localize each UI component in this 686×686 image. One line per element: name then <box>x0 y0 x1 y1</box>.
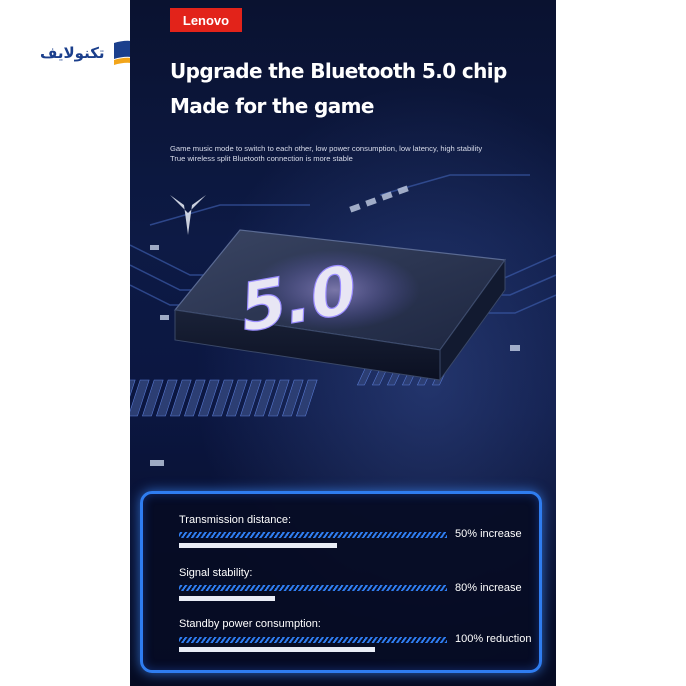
description-line-1: Game music mode to switch to each other, low power consumption, low latency, high stability <box>170 144 483 153</box>
stat-bar-new <box>179 532 447 538</box>
circuit-board-illustration <box>130 165 556 495</box>
stat-bar-new <box>179 637 447 643</box>
stat-bar-old <box>179 596 275 601</box>
headline-line-2: Made for the game <box>170 94 374 118</box>
stat-label: Standby power consumption: <box>179 618 321 630</box>
chip-label: 5.0 <box>239 249 358 349</box>
headline-line-1: Upgrade the Bluetooth 5.0 chip <box>170 59 507 83</box>
description-line-2: True wireless split Bluetooth connection is more stable <box>170 154 353 163</box>
stat-value: 80% increase <box>455 582 522 594</box>
stat-label: Signal stability: <box>179 567 253 579</box>
stat-bar-new <box>179 585 447 591</box>
lenovo-logo: Lenovo <box>170 8 242 32</box>
stat-bar-old <box>179 543 337 548</box>
stats-panel <box>140 491 542 673</box>
stat-bar-old <box>179 647 375 652</box>
stat-value: 100% reduction <box>455 633 532 645</box>
site-logo[interactable] <box>40 38 141 68</box>
stat-value: 50% increase <box>455 528 522 540</box>
product-poster <box>130 0 556 686</box>
stat-label: Transmission distance: <box>179 514 292 526</box>
site-logo-text: تکنولایف <box>40 44 105 62</box>
